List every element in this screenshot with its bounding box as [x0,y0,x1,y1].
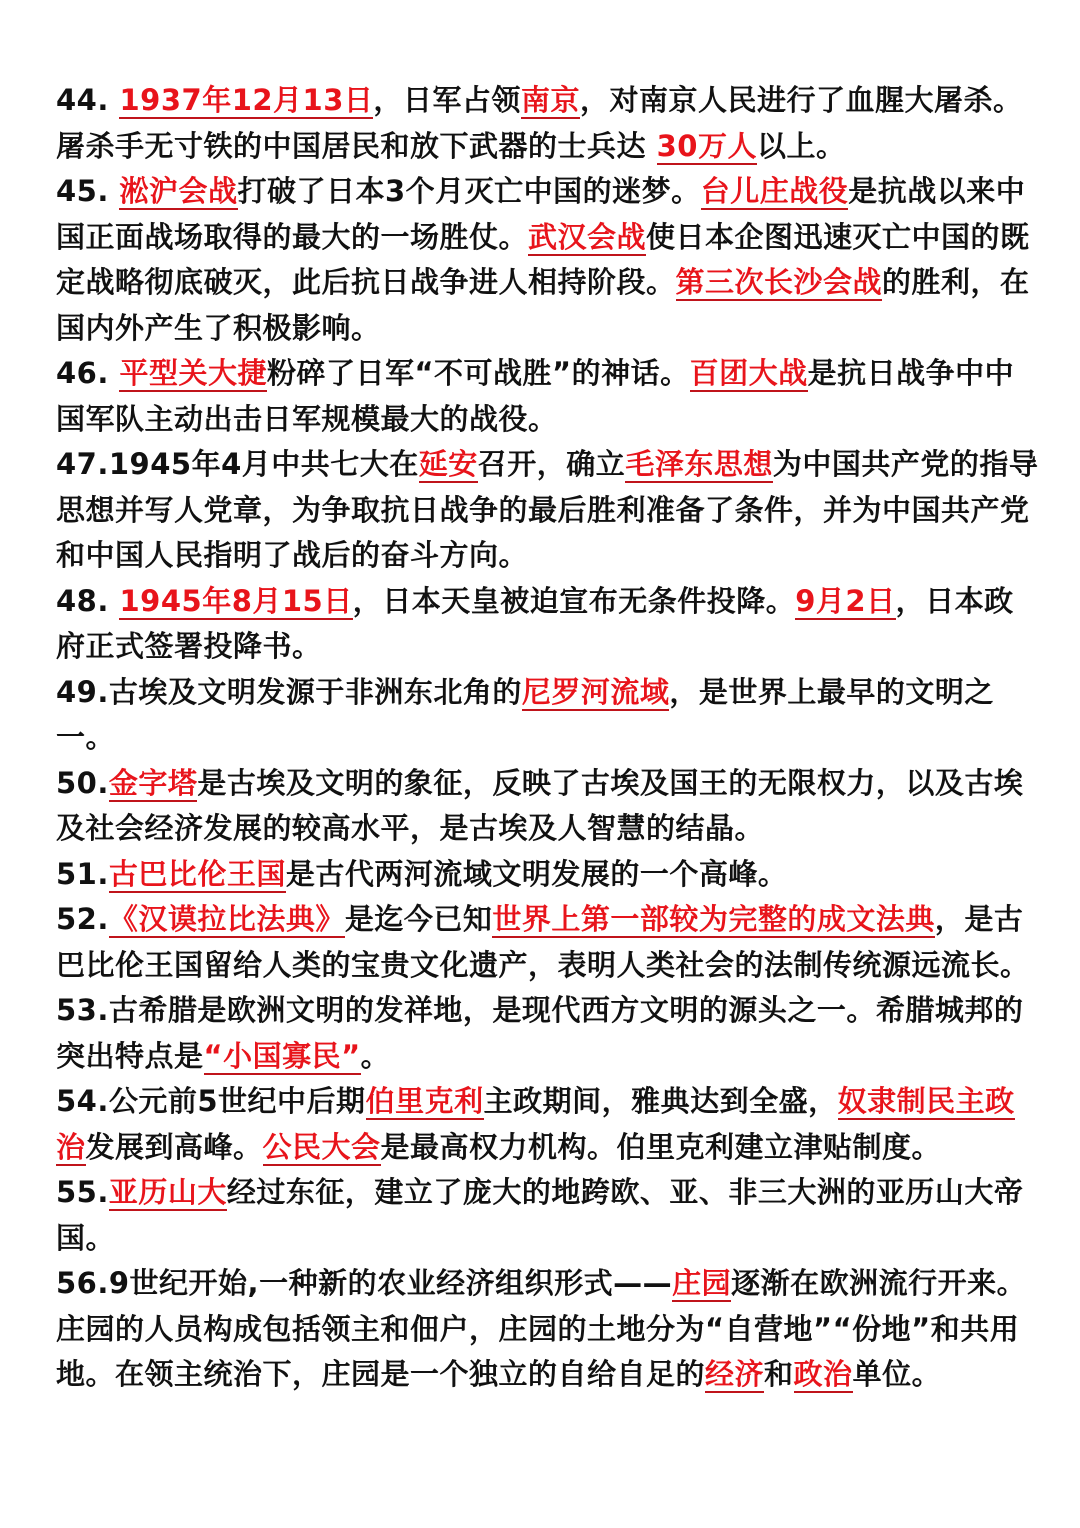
note-text: 以上。 [756,128,846,163]
note-number: 49. [56,674,109,709]
note-text: 打破了日本3个月灭亡中国的迷梦。 [237,174,701,208]
note-item [56,442,1040,579]
note-text: 公元前5世纪中后期 [108,1084,366,1118]
note-number: 46. [56,356,109,390]
note-item [56,351,1040,442]
note-text: 和 [764,1357,794,1391]
highlighted-term: 尼罗河流域 [521,674,670,709]
note-text: ，对南京人民进行了血腥大屠杀。屠杀手无寸铁的中国居民和放下武器的士兵达 [56,83,1023,163]
note-item [56,897,1040,988]
note-text [109,356,120,390]
note-text: 是最高权力机构。伯里克利建立津贴制度。 [380,1129,942,1164]
highlighted-term: 台儿庄战役 [700,174,849,208]
note-number: 44. [56,83,109,117]
note-item [56,1170,1040,1261]
highlighted-term: 金字塔 [108,765,198,800]
note-item [56,78,1040,169]
note-text: 9世纪开始,一种新的农业经济组织形式—— [108,1266,673,1300]
note-number: 52. [56,902,109,936]
highlighted-term: 平型关大捷 [119,356,267,390]
highlighted-term: 《汉谟拉比法典》 [108,902,345,936]
note-number: 55. [56,1175,109,1209]
note-item [56,852,1040,898]
highlighted-term: 1937年12月13日 [119,83,374,117]
note-item [56,579,1040,670]
note-text: 古希腊是欧洲文明的发祥地，是现代西方文明的源头之一。希腊城邦的突出特点是 [56,993,1024,1073]
note-text: 1945年4月中共七大在 [108,447,419,481]
note-text: ，是世界上最早的文明之一。 [56,674,994,754]
note-text: 是古代两河流域文明发展的一个高峰。 [285,856,788,891]
note-text [109,584,120,618]
note-number: 47. [56,447,109,481]
highlighted-term: 伯里克利 [365,1084,484,1118]
highlighted-term: 南京 [520,83,580,117]
note-text: 是古埃及文明的象征，反映了古埃及国王的无限权力，以及古埃及社会经济发展的较高水平，是古埃及人智慧的结晶。 [56,765,1024,845]
highlighted-term: 亚历山大 [108,1175,227,1209]
highlighted-term: 庄园 [672,1266,732,1300]
note-item [56,169,1040,351]
note-text: 。 [360,1038,391,1073]
highlighted-term: 延安 [418,447,478,481]
note-text: ，日军占领 [373,83,521,117]
note-text: ，日本天皇被迫宣布无条件投降。 [352,583,796,618]
note-item [56,761,1040,852]
highlighted-term: 经济 [705,1357,765,1391]
highlighted-term: 1945年8月15日 [119,583,353,618]
note-number: 53. [56,993,109,1027]
note-text: 逐渐在欧洲流行开来。庄园的人员构成包括领主和佃户，庄园的土地分为“自营地”“份地”和共用地。在领主统治下，庄园是一个独立的自给自足的 [56,1266,1027,1391]
highlighted-term: 奴隶制民主政治 [56,1084,1015,1164]
note-text: 使日本企图迅速灭亡中国的既定战略彻底破灭，此后抗日战争进人相持阶段。 [56,219,1030,299]
note-text: 经过东征，建立了庞大的地跨欧、亚、非三大洲的亚历山大帝国。 [56,1175,1024,1255]
notes-page [56,78,1040,1398]
note-text: 古埃及文明发源于非洲东北角的 [108,674,522,709]
highlighted-term: 百团大战 [689,356,808,390]
highlighted-term: 9月2日 [795,583,896,618]
note-text: 是抗战以来中国正面战场取得的最大的一场胜仗。 [56,174,1026,254]
note-text [109,174,120,208]
note-number: 48. [56,583,109,618]
highlighted-term: 淞沪会战 [119,174,238,208]
highlighted-term: 武汉会战 [528,219,647,254]
note-text: 发展到高峰。 [85,1129,263,1164]
note-text: 为中国共产党的指导思想并写人党章，为争取抗日战争的最后胜利准备了条件，并为中国共产党和中国人民指明了战后的奋斗方向。 [56,447,1039,572]
highlighted-term: 30万人 [656,128,757,163]
highlighted-term: 第三次长沙会战 [675,265,883,299]
note-text [109,83,120,117]
highlighted-term: 世界上第一部较为完整的成文法典 [492,902,935,936]
note-item [56,988,1040,1079]
note-item [56,670,1040,761]
note-number: 45. [56,174,109,208]
note-number: 54. [56,1084,109,1118]
note-text: ，是古巴比伦王国留给人类的宝贵文化遗产，表明人类社会的法制传统源远流长。 [56,902,1030,982]
highlighted-term: 古巴比伦王国 [108,856,286,891]
note-text: 主政期间，雅典达到全盛， [483,1084,838,1118]
note-text: 是迄今已知 [344,902,493,936]
note-number: 51. [56,856,109,891]
highlighted-term: 毛泽东思想 [625,447,773,481]
highlighted-term: “小国寡民” [203,1038,361,1073]
note-text: 粉碎了日军“不可战胜”的神话。 [267,356,690,390]
highlighted-term: 政治 [793,1357,853,1391]
note-number: 50. [56,765,109,800]
note-text: ，日本政府正式签署投降书。 [56,583,1014,663]
note-item [56,1079,1040,1170]
note-text: 是抗日战争中中国军队主动出击日军规模最大的战役。 [56,356,1015,436]
note-text: 召开，确立 [477,447,626,481]
note-text: 单位。 [852,1357,942,1391]
note-text: 的胜利，在国内外产生了积极影响。 [56,265,1030,345]
note-number: 56. [56,1266,109,1300]
note-item [56,1261,1040,1398]
highlighted-term: 公民大会 [262,1129,381,1164]
